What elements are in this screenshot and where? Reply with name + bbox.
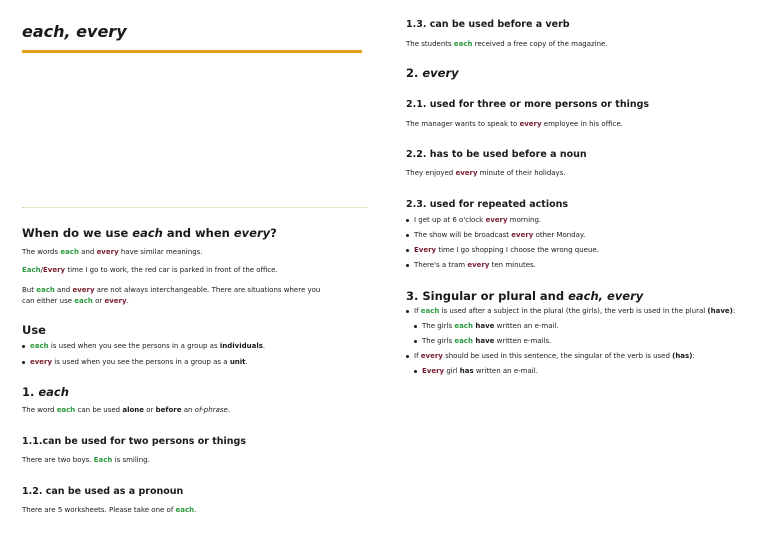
dotted-divider [22,207,368,208]
section-2-2-heading: 2.2. has to be used before a noun [406,149,587,160]
section-1-3-paragraph: The students each received a free copy of the magazine. [406,40,608,48]
list-item: If each is used after a subject in the plural (the girls), the verb is used in the plural (have): [406,306,756,317]
list-item: The show will be broadcast every other Monday. [406,230,756,241]
list-item: The girls each have written e-mails. [414,336,756,347]
list-item: Every time I go shopping I choose the wrong queue. [406,245,756,256]
intro-heading: When do we use each and when every? [22,226,277,240]
list-item: Every girl has written an e-mail. [414,366,756,377]
section-2-heading: 2. every [406,66,459,80]
section-1-2-heading: 1.2. can be used as a pronoun [22,486,184,497]
list-item: There's a tram every ten minutes. [406,260,756,271]
list-item: The girls each have written an e-mail. [414,321,756,332]
section-2-1-paragraph: The manager wants to speak to every employee in his office. [406,120,623,128]
intro-paragraph-1: The words each and every have similar meanings. [22,248,203,256]
intro-paragraph-2: Each/Every time I go to work, the red car is parked in front of the office. [22,266,278,274]
list-item: I get up at 6 o'clock every morning. [406,215,756,226]
page-title: each, every [22,22,127,41]
use-list [22,341,265,367]
use-heading: Use [22,323,46,337]
singular-plural-list [406,306,756,377]
list-item: every is used when you see the persons in a group as a unit. [22,357,265,368]
section-1-1-paragraph: There are two boys. Each is smiling. [22,456,150,464]
section-2-2-paragraph: They enjoyed every minute of their holidays. [406,169,566,177]
section-1-heading: 1. each [22,385,69,399]
section-1-1-heading: 1.1.can be used for two persons or things [22,436,247,447]
section-2-1-heading: 2.1. used for three or more persons or things [406,99,650,110]
intro-section [22,226,277,240]
section-2-1 [406,99,649,110]
section-1-2 [22,486,183,497]
list-item: If every should be used in this sentence, the singular of the verb is used (has): [406,351,756,362]
use-section [22,323,46,337]
section-1-paragraph: The word each can be used alone or before an of-phrase. [22,406,231,414]
list-item: each is used when you see the persons in a group as individuals. [22,341,265,352]
section-3 [406,289,643,303]
section-1-3 [406,19,570,30]
intro-paragraph-3: But each and every are not always interchangeable. There are situations where you can either use each or every. [22,286,321,305]
section-1-1 [22,436,246,447]
section-2-3-heading: 2.3. used for repeated actions [406,199,569,210]
section-3-heading: 3. Singular or plural and each, every [406,289,644,303]
title-underline [22,50,362,53]
section-2-2 [406,149,587,160]
section-2-3 [406,199,568,210]
repeated-actions-list [406,215,756,271]
section-1-2-paragraph: There are 5 worksheets. Please take one of each. [22,506,197,514]
section-1-3-heading: 1.3. can be used before a verb [406,19,570,30]
section-2 [406,66,459,80]
section-1 [22,385,69,399]
